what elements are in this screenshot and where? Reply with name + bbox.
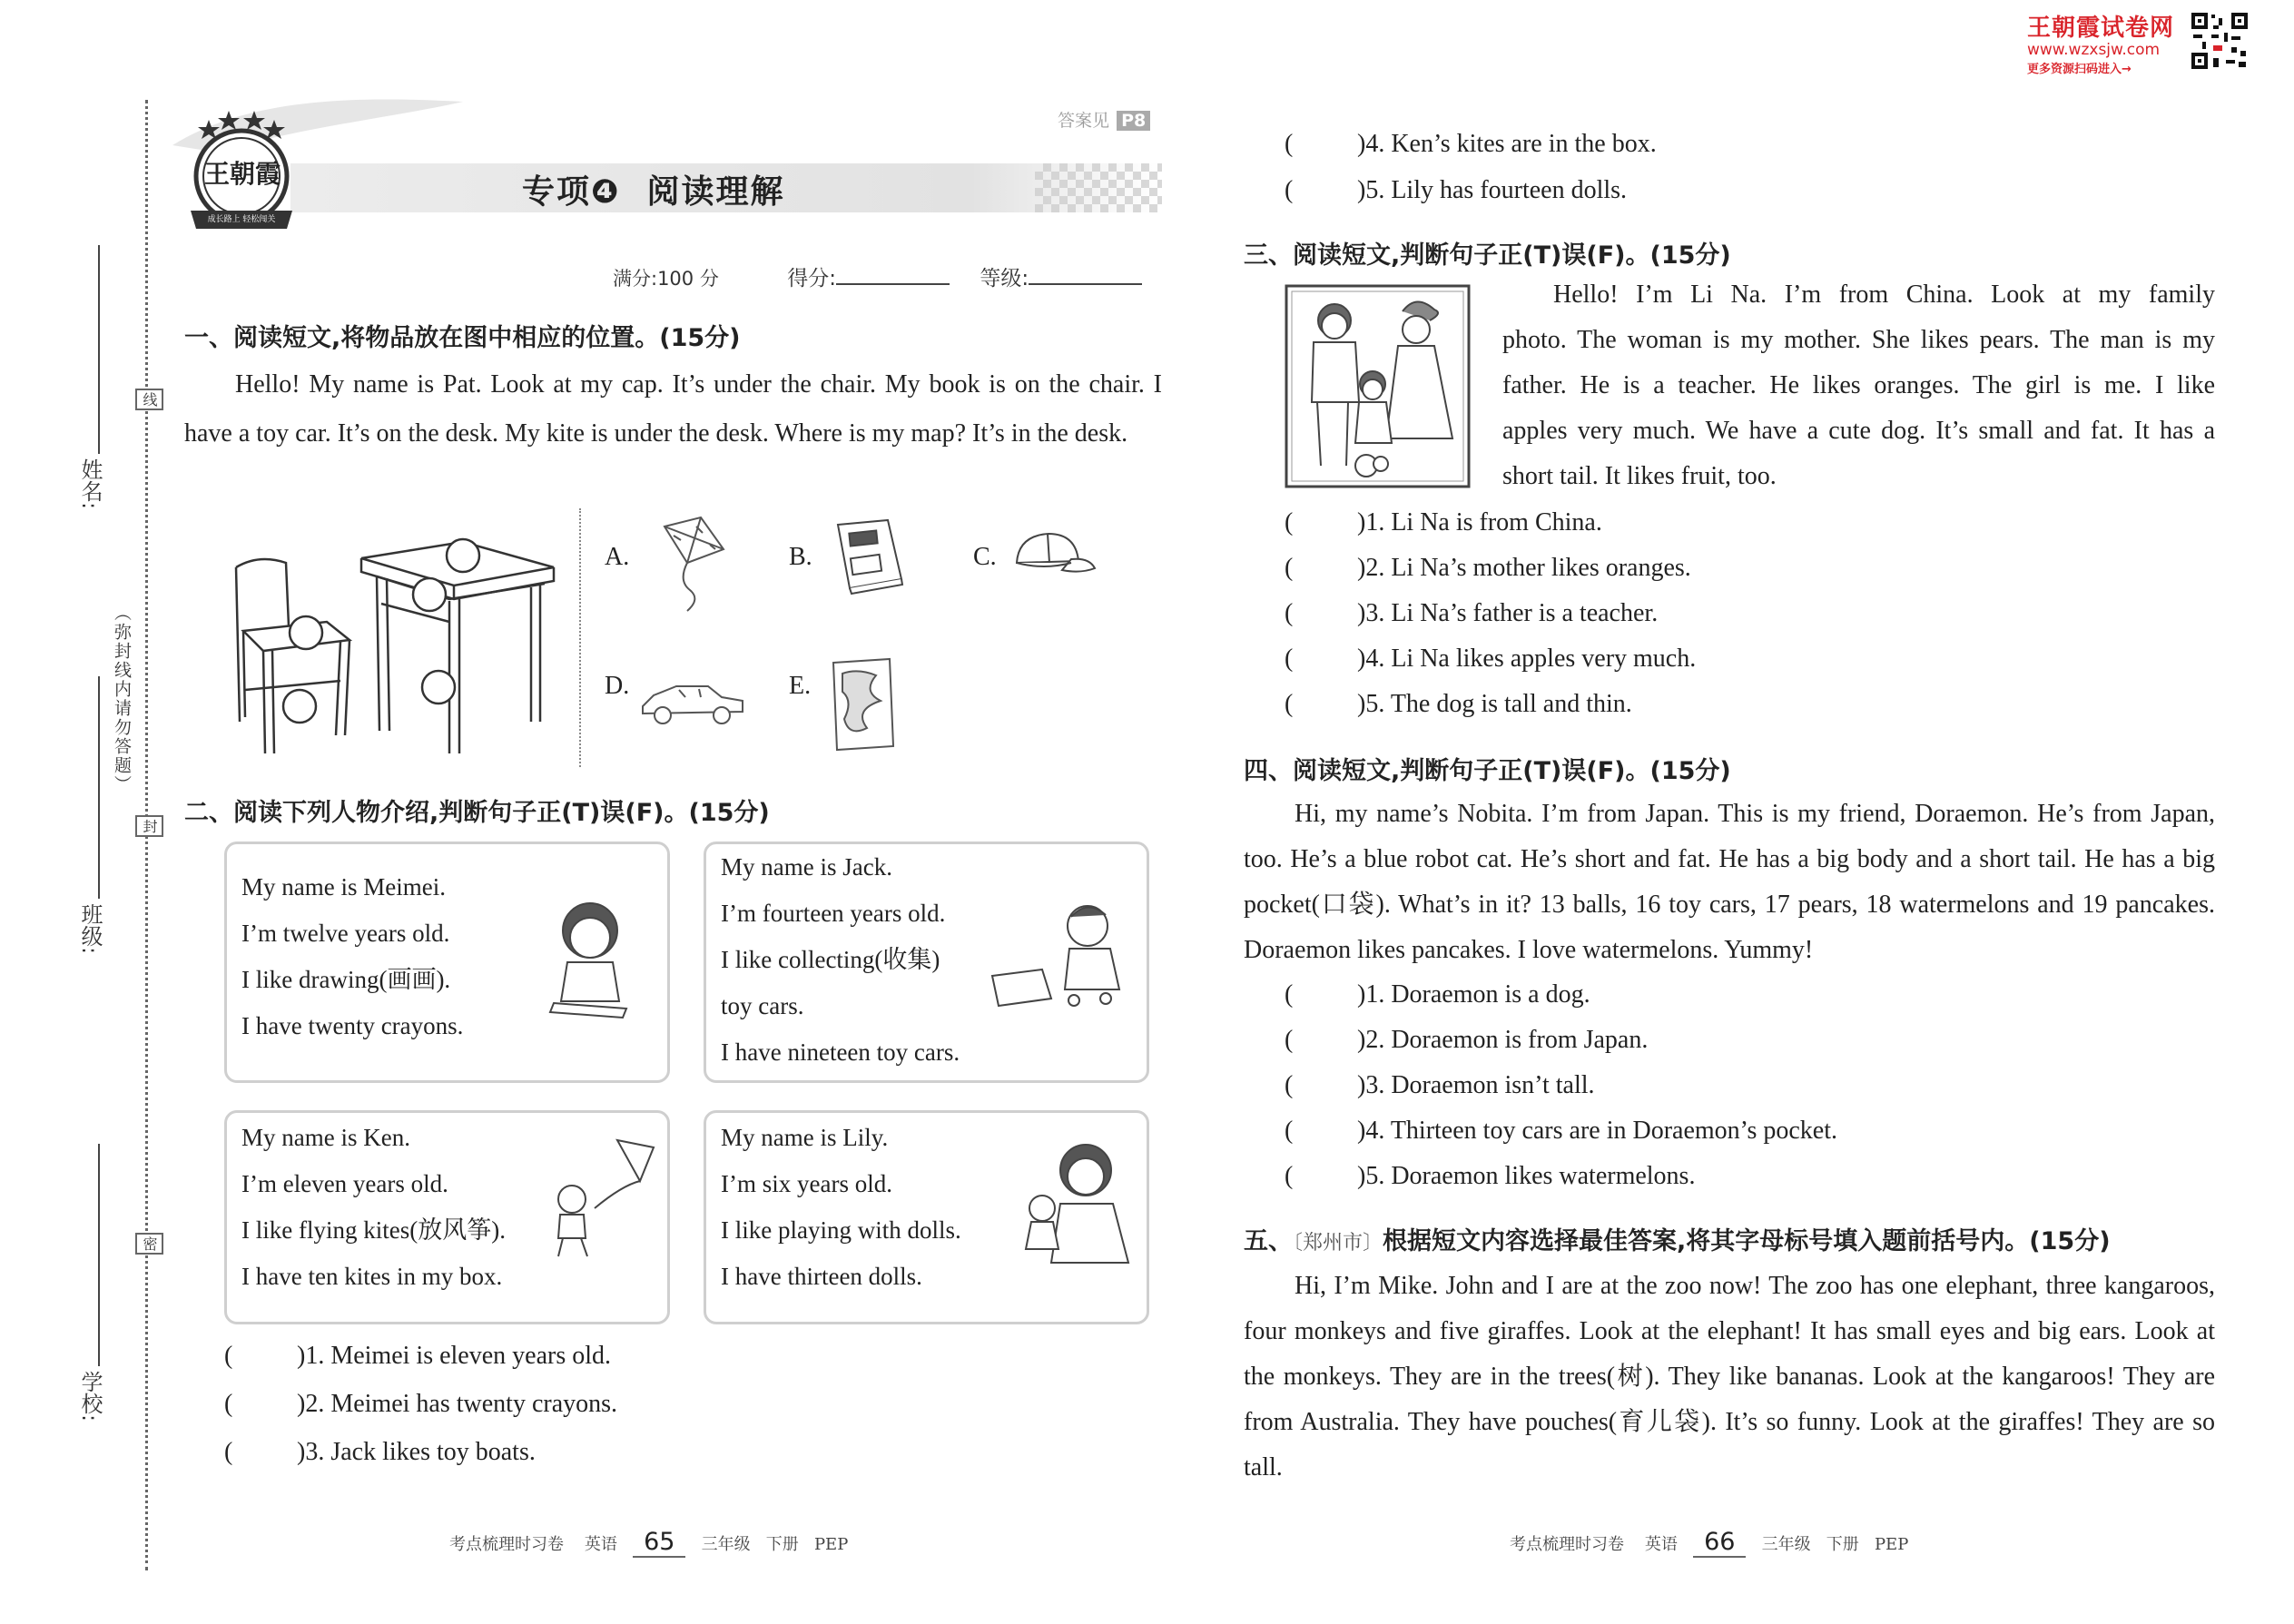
section3-heading: 三、阅读短文,判断句子正(T)误(F)。(15分) — [1244, 241, 1731, 270]
footer-grade: 三年级 — [1761, 1535, 1811, 1554]
section5-heading — [1244, 1221, 2111, 1256]
question-text: 4. Thirteen toy cars are in Doraemon’s pocket. — [1365, 1117, 1837, 1145]
school-field[interactable] — [98, 1144, 100, 1366]
card-line: I like collecting(收集) — [721, 946, 940, 973]
card-line: I’m fourteen years old. — [721, 900, 946, 927]
class-field[interactable] — [98, 676, 100, 899]
option-e-label: E. — [789, 672, 812, 700]
girl-drawing-illustration — [536, 894, 645, 1021]
site-brand — [2027, 9, 2209, 76]
answer-ref-label: 答案见 — [1058, 111, 1110, 131]
slot-under-chair — [283, 690, 316, 723]
site-url[interactable]: www.wzxsjw.com — [2027, 41, 2161, 59]
question-text: 2. Li Na’s mother likes oranges. — [1365, 554, 1691, 582]
slot-in-desk — [413, 578, 446, 611]
question-text: 2. Meimei has twenty crayons. — [305, 1390, 618, 1418]
s4-question-2: ( )2. Doraemon is from Japan. — [1285, 1026, 1649, 1054]
card-line: My name is Jack. — [721, 853, 892, 881]
footer-term: 下册 — [1826, 1535, 1859, 1554]
card-line: I have ten kites in my box. — [241, 1263, 503, 1290]
full-score: 满分:100 分 — [613, 268, 719, 290]
name-field[interactable] — [98, 245, 100, 454]
s4-question-3: ( )3. Doraemon isn’t tall. — [1285, 1071, 1595, 1099]
option-d-label: D. — [605, 672, 630, 700]
grade-field[interactable] — [1029, 283, 1142, 285]
boy-kite-illustration — [531, 1131, 667, 1258]
class-label: 班级: — [77, 903, 103, 955]
binding-mark-line: 线 — [135, 389, 163, 410]
section4-passage: Hi, my name’s Nobita. I’m from Japan. This is my friend, Doraemon. He’s from Japan, too. He’s a blue robot cat. He’s short and fat. He has a big body and a short tail. He has a big pocket(口袋). What’s in it? 13 balls, 16 toy cars, 17 pears, 18 watermelons and 19 pancakes. Doraemon likes pancakes. I love watermelons. Yummy! — [1244, 800, 2215, 964]
card-line: I’m six years old. — [721, 1170, 892, 1197]
name-label: 姓名: — [77, 458, 103, 510]
section2-heading: 二、阅读下列人物介绍,判断句子正(T)误(F)。(15分) — [184, 799, 770, 827]
cap-icon — [1008, 527, 1098, 581]
s2-question-3: ( )3. Jack likes toy boats. — [224, 1438, 536, 1466]
slot-under-desk — [422, 671, 455, 704]
grade-label: 等级: — [980, 267, 1029, 290]
section3-passage — [1502, 272, 2215, 499]
s4-question-4: ( )4. Thirteen toy cars are in Doraemon’s pocket. — [1285, 1117, 1837, 1145]
toy-car-icon — [635, 670, 749, 729]
section5-passage: Hi, I’m Mike. John and I are at the zoo now! The zoo has one elephant, three kangaroos, four monkeys and five giraffes. Look at the elephant! It has small eyes and big ears. Look at the monkeys. They are in the trees(树). They like bananas. Look at the kangaroos! They are from Australia. They have pouches(育儿袋). It’s so funny. Look at the giraffes! They are so tall. — [1244, 1272, 2215, 1481]
page-title: 专项❹ 阅读理解 — [522, 173, 785, 211]
family-photo — [1285, 284, 1471, 488]
option-c-label: C. — [973, 543, 997, 571]
card-line: My name is Meimei. — [241, 873, 446, 901]
section1-passage: Hello! My name is Pat. Look at my cap. It’s under the chair. My book is on the chair. I have a toy car. It’s on the desk. My kite is under the desk. Where is my map? It’s in the desk. — [184, 370, 1162, 448]
card-line: I like drawing(画画). — [241, 966, 451, 993]
card-line: I like flying kites(放风筝). — [241, 1216, 506, 1244]
card-line: toy cars. — [721, 992, 804, 1019]
question-text: 1. Meimei is eleven years old. — [305, 1342, 612, 1370]
footer-subject: 英语 — [584, 1535, 617, 1554]
logo-badge — [182, 102, 301, 238]
s3-question-3: ( )3. Li Na’s father is a teacher. — [1285, 599, 1659, 627]
binding-mark-seal: 封 — [135, 815, 163, 837]
question-text: 1. Doraemon is a dog. — [1365, 980, 1590, 1009]
s2-question-4: ( )4. Ken’s kites are in the box. — [1285, 130, 1657, 158]
question-text: 4. Ken’s kites are in the box. — [1365, 130, 1657, 158]
card-ken — [224, 1110, 670, 1324]
divider-vertical — [579, 508, 581, 767]
site-tagline: 更多资源扫码进入→ — [2027, 63, 2132, 76]
question-text: 3. Li Na’s father is a teacher. — [1365, 599, 1659, 627]
card-lily — [704, 1110, 1149, 1324]
logo-motto: 成长路上 轻松闯关 — [207, 215, 276, 224]
footer-left — [449, 1528, 848, 1556]
section1-heading: 一、阅读短文,将物品放在图中相应的位置。(15分) — [184, 324, 741, 352]
question-text: 5. Lily has fourteen dolls. — [1365, 176, 1628, 204]
card-meimei — [224, 842, 670, 1083]
s2-question-5: ( )5. Lily has fourteen dolls. — [1285, 176, 1628, 204]
map-icon — [826, 655, 899, 755]
checker-pattern — [1035, 163, 1162, 212]
answer-reference — [1058, 107, 1150, 132]
boy-toy-cars-illustration — [988, 899, 1137, 1012]
section5-number: 五、 — [1244, 1227, 1293, 1255]
question-text: 3. Doraemon isn’t tall. — [1365, 1071, 1595, 1099]
footer-series: 考点梳理时习卷 — [1510, 1535, 1624, 1554]
passage-line: short tail. It likes fruit, too. — [1502, 462, 1777, 490]
question-text: 4. Li Na likes apples very much. — [1365, 645, 1697, 673]
question-text: 1. Li Na is from China. — [1365, 508, 1602, 536]
s2-question-2: ( )2. Meimei has twenty crayons. — [224, 1390, 618, 1418]
question-text: 3. Jack likes toy boats. — [305, 1438, 536, 1466]
footer-right — [1510, 1528, 1908, 1556]
s3-question-1: ( )1. Li Na is from China. — [1285, 508, 1602, 536]
footer-page-number: 65 — [633, 1528, 685, 1558]
s4-question-1: ( )1. Doraemon is a dog. — [1285, 980, 1590, 1009]
footer-edition: PEP — [1874, 1535, 1909, 1554]
s3-question-4: ( )4. Li Na likes apples very much. — [1285, 645, 1697, 673]
question-text: 2. Doraemon is from Japan. — [1365, 1026, 1649, 1054]
chair-desk-illustration — [218, 531, 563, 763]
footer-grade: 三年级 — [701, 1535, 751, 1554]
qr-code-icon[interactable] — [2190, 11, 2250, 71]
girl-dolls-illustration — [1015, 1136, 1137, 1272]
binding-mark-secret: 密 — [135, 1233, 163, 1255]
s3-question-2: ( )2. Li Na’s mother likes oranges. — [1285, 554, 1691, 582]
card-line: I have twenty crayons. — [241, 1012, 464, 1039]
question-text: 5. The dog is tall and thin. — [1365, 690, 1632, 718]
question-text: 5. Doraemon likes watermelons. — [1365, 1162, 1696, 1190]
logo-text: 王朝霞 — [203, 159, 281, 189]
passage-line: photo. The woman is my mother. She likes pears. The man is my — [1502, 326, 2215, 354]
card-line: I have thirteen dolls. — [721, 1263, 922, 1290]
site-name: 王朝霞试卷网 — [2027, 15, 2175, 42]
region-tag: 〔郑州市〕 — [1293, 1232, 1383, 1255]
passage-line: apples very much. We have a cute dog. It’s small and fat. It has a — [1502, 417, 2215, 445]
slot-on-chair — [290, 616, 322, 649]
s2-question-1: ( )1. Meimei is eleven years old. — [224, 1342, 612, 1370]
passage-line: Hello! I’m Li Na. I’m from China. Look at my family — [1553, 281, 2215, 309]
s4-question-5: ( )5. Doraemon likes watermelons. — [1285, 1162, 1696, 1190]
card-line: My name is Ken. — [241, 1124, 410, 1151]
footer-edition: PEP — [813, 1535, 849, 1554]
s3-question-5: ( )5. The dog is tall and thin. — [1285, 690, 1632, 718]
region-tag-text: 郑州市 — [1303, 1232, 1364, 1255]
score-field[interactable] — [836, 283, 950, 285]
passage-line: father. He is a teacher. He likes oranges. The girl is me. I like — [1502, 371, 2215, 399]
card-line: I’m eleven years old. — [241, 1170, 448, 1197]
card-line: My name is Lily. — [721, 1124, 889, 1151]
footer-page-number: 66 — [1693, 1528, 1746, 1558]
binding-notice: （弥封线内请勿答题） — [112, 604, 132, 794]
footer-series: 考点梳理时习卷 — [449, 1535, 564, 1554]
footer-subject: 英语 — [1644, 1535, 1678, 1554]
kite-icon — [646, 513, 737, 613]
card-line: I like playing with dolls. — [721, 1216, 961, 1244]
section5-instruction: 根据短文内容选择最佳答案,将其字母标号填入题前括号内。(15分) — [1383, 1227, 2111, 1255]
card-jack — [704, 842, 1149, 1083]
option-a-label: A. — [605, 543, 630, 571]
answer-ref-page: P8 — [1117, 111, 1150, 131]
slot-on-desk — [447, 539, 479, 572]
school-label: 学校: — [77, 1371, 103, 1422]
option-b-label: B. — [789, 543, 812, 571]
card-line: I’m twelve years old. — [241, 920, 450, 947]
footer-term: 下册 — [765, 1535, 799, 1554]
book-icon — [824, 516, 906, 597]
score-row — [613, 261, 1142, 291]
card-line: I have nineteen toy cars. — [721, 1038, 960, 1066]
section4-heading: 四、阅读短文,判断句子正(T)误(F)。(15分) — [1244, 757, 1731, 785]
score-label: 得分: — [787, 267, 836, 290]
